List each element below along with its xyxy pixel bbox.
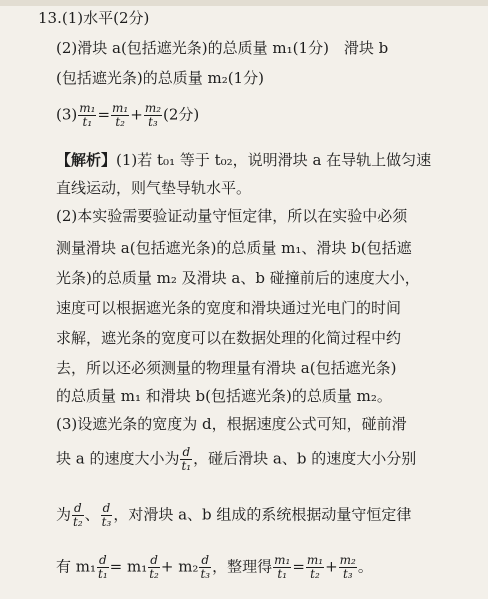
fraction-d-t2-b: $\frac{d}{\text{t₂}}$ (149, 553, 159, 581)
fraction-m2-t3-b: $\frac{\text{m₂}}{\text{t₃}}$ (339, 553, 356, 581)
answer-13-3-suffix: (2分) (163, 105, 200, 124)
analysis-2-line4: 速度可以根据遮光条的宽度和滑块通过光电门的时间 (56, 299, 402, 317)
answer-13-3: (3) $\frac{\text{m₁}}{\text{t₁}}$ = $\frac{\text{m₁}}{\text{t₂}}$ + $\frac{\text{m₂}}{\text{t₃}}$ (2分) (56, 101, 200, 129)
fraction-m1-t1: $\frac{\text{m₁}}{\text{t₁}}$ (79, 101, 96, 129)
analysis-2-line1: (2)本实验需要验证动量守恒定律，所以在实验中必须 (56, 207, 408, 225)
analysis-label: 【解析】 (56, 151, 117, 169)
analysis-2-line5: 求解，遮光条的宽度可以在数据处理的化简过程中约 (56, 329, 402, 347)
analysis-2-line7: 的总质量 m₁ 和滑块 b(包括遮光条)的总质量 m₂。 (56, 387, 392, 405)
answer-13-2-line1: (2)滑块 a(包括遮光条)的总质量 m₁(1分) 滑块 b (56, 39, 389, 57)
analysis-3-line4: 有 m₁ $\frac{d}{\text{t₁}}$ = m₁ $\frac{d}{\text{t₂}}$ + m₂ $\frac{d}{\text{t₃}}$ ，整理得 $\frac{\text{m₁}}{\text{t₁}}$ = $\frac{\text{m₁}}{\text{t₂}}$ + $\frac{\text{m₂}}{\text{t₃}}$ 。 (56, 553, 373, 581)
answer-13-3-prefix: (3) (56, 105, 78, 124)
analysis-3-line3: 为 $\frac{d}{\text{t₂}}$ 、 $\frac{d}{\text{t₃}}$ ，对滑块 a、b 组成的系统根据动量守恒定律 (56, 501, 412, 529)
analysis-3-line1: (3)设遮光条的宽度为 d，根据速度公式可知，碰前滑 (56, 415, 407, 433)
fraction-d-t3-b: $\frac{d}{\text{t₃}}$ (200, 553, 211, 581)
top-edge (0, 0, 488, 6)
analysis-heading-line (56, 150, 431, 170)
answer-13-1: 13.(1)水平(2分) (38, 9, 150, 27)
fraction-m2-t3: $\frac{\text{m₂}}{\text{t₃}}$ (144, 101, 162, 129)
fraction-d-t1-b: $\frac{d}{\text{t₁}}$ (98, 553, 108, 581)
fraction-m1-t2: $\frac{\text{m₁}}{\text{t₂}}$ (112, 101, 129, 129)
fraction-m1-t2-b: $\frac{\text{m₁}}{\text{t₂}}$ (306, 553, 324, 581)
analysis-3-line2: 块 a 的速度大小为 $\frac{d}{\text{t₁}}$ ，碰后滑块 a、b 的速度大小分别 (56, 445, 417, 473)
answer-13-2-line2: (包括遮光条)的总质量 m₂(1分) (56, 69, 264, 87)
fraction-d-t3: $\frac{d}{\text{t₃}}$ (101, 501, 112, 529)
analysis-2-line3: 光条)的总质量 m₂ 及滑块 a、b 碰撞前后的速度大小， (56, 269, 420, 287)
fraction-m1-t1-b: $\frac{\text{m₁}}{\text{t₁}}$ (274, 553, 291, 581)
analysis-2-line6: 去，所以还必须测量的物理量有滑块 a(包括遮光条) (56, 359, 397, 377)
fraction-d-t2: $\frac{d}{\text{t₂}}$ (73, 501, 83, 529)
fraction-d-t1: $\frac{d}{\text{t₁}}$ (181, 445, 192, 473)
analysis-1: (1)若 t₀₁ 等于 t₀₂，说明滑块 a 在导轨上做匀速 (116, 151, 432, 169)
analysis-1-cont: 直线运动，则气垫导轨水平。 (56, 179, 252, 197)
analysis-2-line2: 测量滑块 a(包括遮光条)的总质量 m₁、滑块 b(包括遮 (56, 239, 412, 257)
